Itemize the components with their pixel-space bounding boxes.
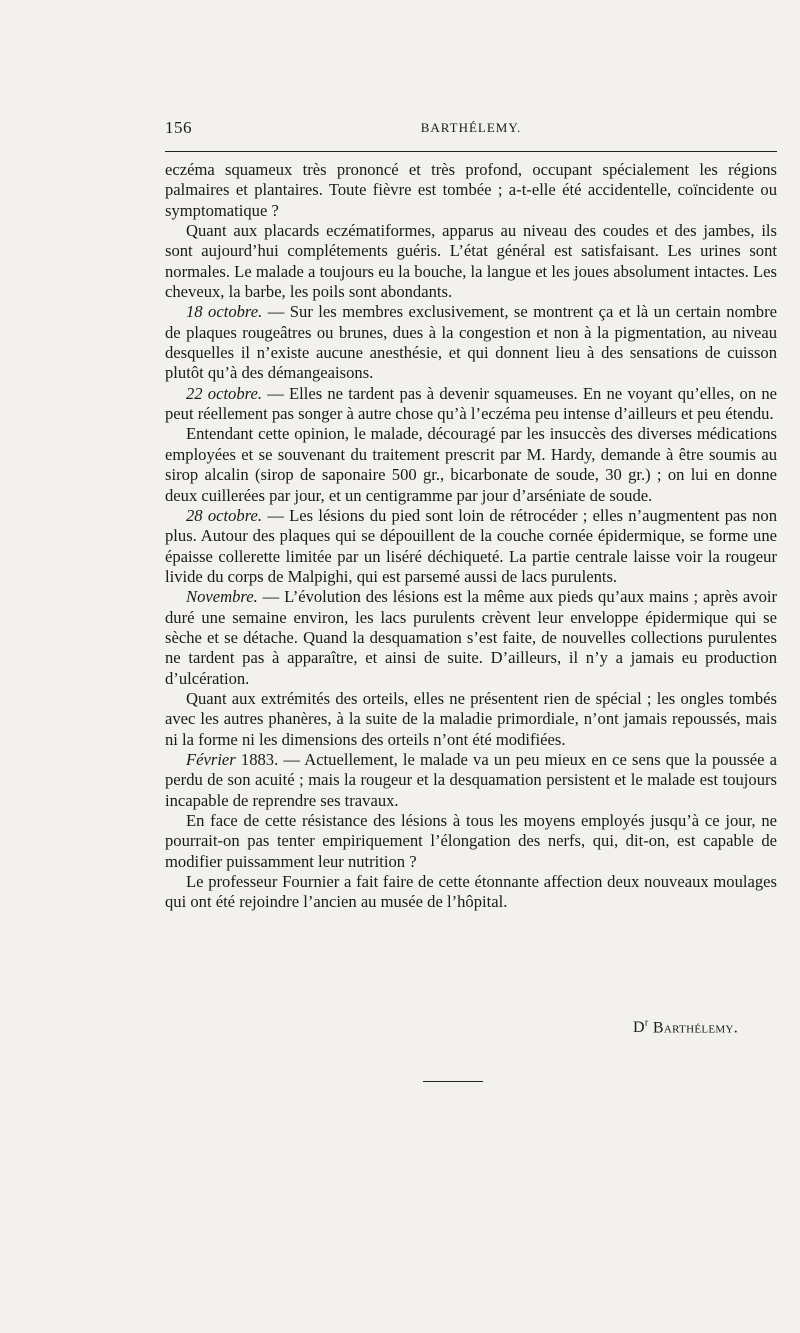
paragraph-9: Février 1883. — Actuellement, le malade va un peu mieux en ce sens que la poussée a perdu de son acuité ; mais la rougeur et la desquamation persistent et le malade est toujours incapable de reprendre ses travaux. [165,749,777,810]
page-header [165,118,777,140]
date-label: 22 octobre. [186,383,263,403]
page-number: 156 [165,118,192,137]
paragraph-3: 18 octobre. — Sur les membres exclusivement, se montrent ça et là un certain nombre de plaques rougeâtres ou brunes, dues à la congestion et non à la pigmentation, au niveau desquelles il n’existe aucune anesthésie, et qui donnent lieu à des sensations de cuisson plutôt qu’à des démangeaisons. [165,302,777,383]
signature [165,1018,738,1037]
date-label: Novembre. [186,587,258,607]
header-rule [165,151,777,152]
date-label: 18 octobre. [186,302,263,322]
running-head: BARTHÉLEMY. [420,120,522,135]
end-rule [423,1081,483,1082]
body-text [165,160,777,913]
paragraph-10: En face de cette résistance des lésions à tous les moyens employés jusqu’à ce jour, ne pourrait-on pas tenter empiriquement l’élongation des nerfs, qui, dit-on, est capable de modifier puissamment leur nutrition ? [165,811,777,871]
signature-name: Barthélemy. [652,1019,738,1037]
paragraph-11: Le professeur Fournier a fait faire de cette étonnante affection deux nouveaux moulages qui ont été rejoindre l’ancien au musée de l’hôpital. [165,872,777,912]
signature-title: $D^r$ [633,1018,649,1037]
paragraph-5: Entendant cette opinion, le malade, découragé par les insuccès des diverses médications employées et se souvenant du traitement prescrit par M. Hardy, demande à être soumis au sirop alcalin (sirop de saponaire 500 gr., bicarbonate de soude, 30 gr.) ; on lui en donne deux cuillerées par jour, et un centigramme par jour d’arséniate de soude. [165,424,777,505]
date-label: 28 octobre. [186,505,263,525]
paragraph-2: Quant aux placards eczématiformes, apparus au niveau des coudes et des jambes, ils sont aujourd’hui complétements guéris. L’état général est satisfaisant. Les urines sont normales. Le malade a toujours eu la bouche, la langue et les joues absolument intactes. Les cheveux, la barbe, les poils sont abondants. [165,221,777,302]
paragraph-6: 28 octobre. — Les lésions du pied sont loin de rétrocéder ; elles n’augmentent pas non plus. Autour des plaques qui se dépouillent de la couche cornée épidermique, se forme une épaisse collerette limitée par un liséré déchiqueté. La partie centrale laisse voir la rougeur livide du corps de Malpighi, qui est parsemé aussi de lacs purulents. [165,505,778,586]
paragraph-8: Quant aux extrémités des orteils, elles ne présentent rien de spécial ; les ongles tombés avec les autres phanères, à la suite de la maladie primordiale, n’ont jamais repoussés, mais ni la forme ni les dimensions des orteils n’ont été modifiées. [165,688,777,749]
paragraph-7: Novembre. — L’évolution des lésions est la même aux pieds qu’aux mains ; après avoir duré une semaine environ, les lacs purulents crèvent leur enveloppe épidermique qui se sèche et se détache. Quand la desquamation s’est faite, de nouvelles collections purulentes ne tardent pas à apparaître, et ainsi de suite. D’ailleurs, il n’y a jamais eu production d’ulcération. [165,587,777,688]
date-label: Février [186,749,236,769]
paragraph-1: eczéma squameux très prononcé et très profond, occupant spécialement les régions palmaires et plantaires. Toute fièvre est tombée ; a-t-elle été accidentelle, coïncidente ou symptomatique ? [165,160,777,220]
paragraph-4: 22 octobre. — Elles ne tardent pas à devenir squameuses. En ne voyant qu’elles, on ne peut réellement pas songer à autre chose qu’à l’eczéma peu intense d’ailleurs et peu étendu. [165,383,777,424]
